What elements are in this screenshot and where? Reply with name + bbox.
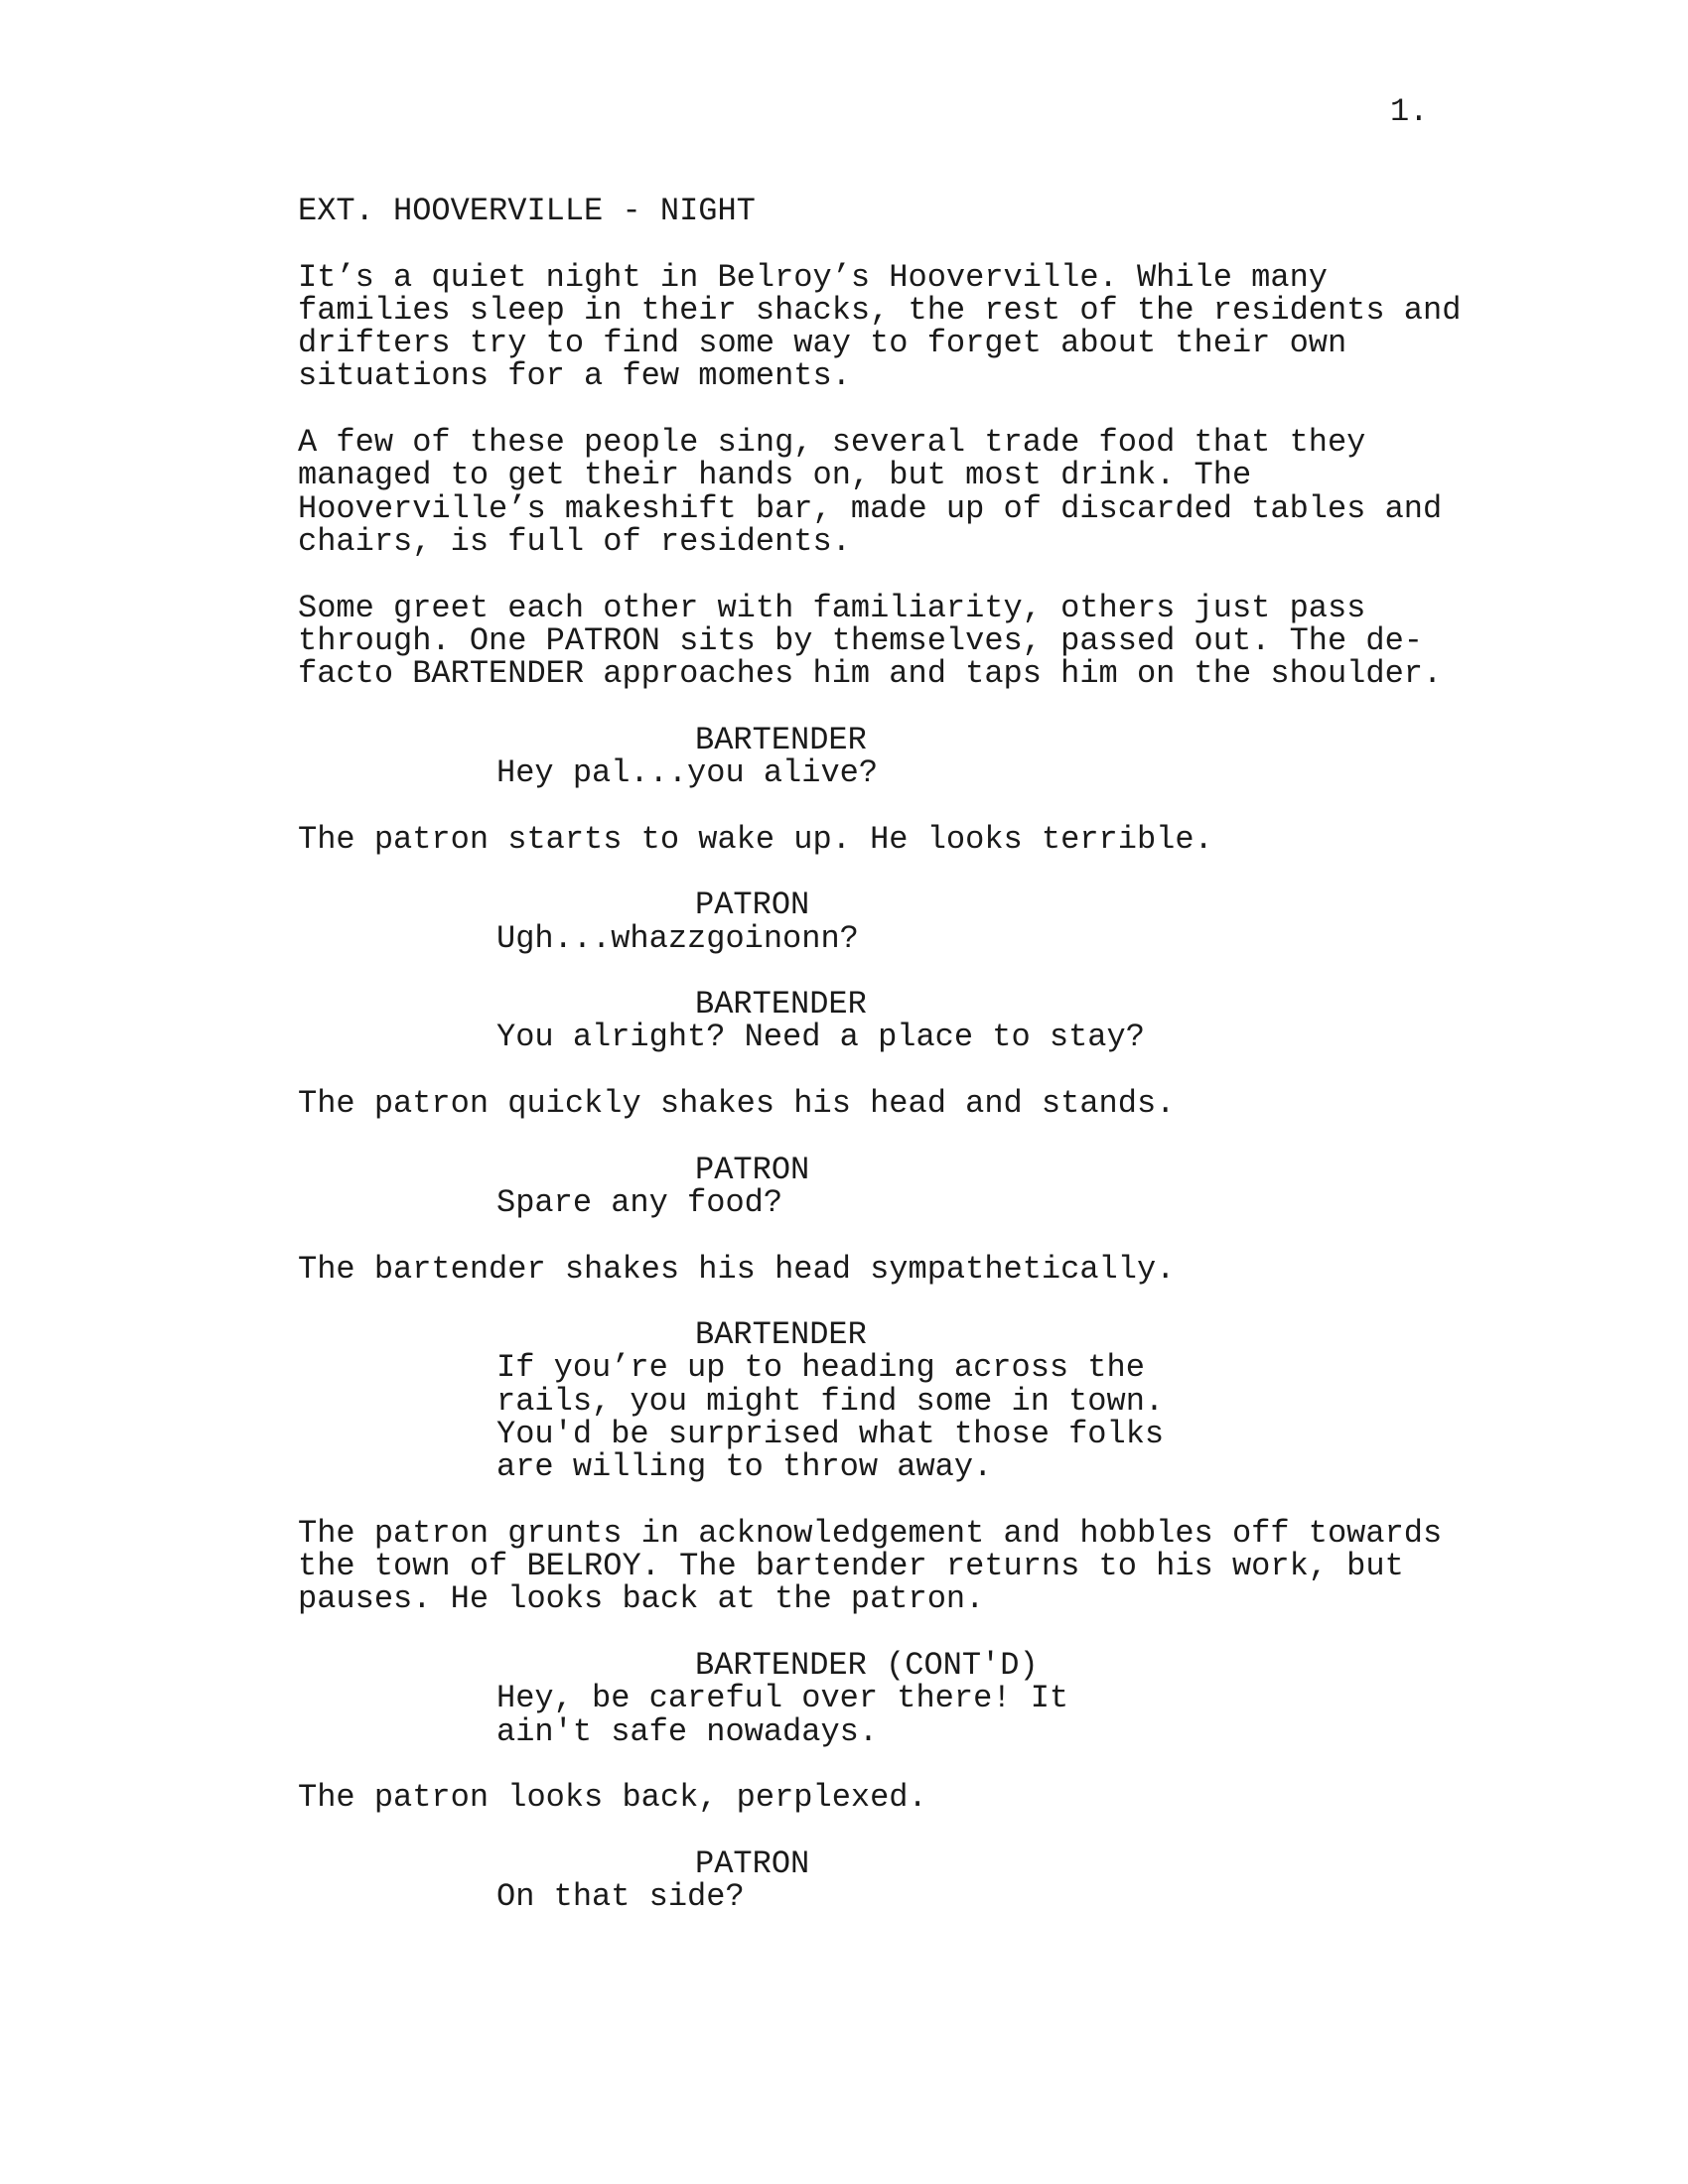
action-line: Hooverville’s makeshift bar, made up of discarded tables and — [298, 489, 1443, 527]
character-name: PATRON — [695, 887, 810, 924]
action-line: the town of BELROY. The bartender returns to his work, but — [298, 1548, 1404, 1585]
dialogue-line: ain't safe nowadays. — [496, 1712, 879, 1750]
action-line: Some greet each other with familiarity, others just pass — [298, 589, 1366, 626]
dialogue-line: Hey pal...you alive? — [496, 754, 879, 792]
action-paragraph — [298, 426, 1489, 558]
character-name: BARTENDER — [695, 986, 867, 1024]
action-line: The bartender shakes his head sympathetically. — [298, 1250, 1176, 1288]
action-line: drifters try to find some way to forget about their own — [298, 325, 1347, 362]
action-line: The patron starts to wake up. He looks terrible. — [298, 820, 1213, 858]
screenplay-body — [298, 193, 1489, 1916]
dialogue-block — [298, 721, 1489, 792]
page-number: 1. — [1390, 93, 1429, 130]
dialogue-line: You alright? Need a place to stay? — [496, 1019, 1145, 1056]
dialogue-line: On that side? — [496, 1878, 745, 1916]
dialogue-line: You'd be surprised what those folks — [496, 1415, 1165, 1452]
dialogue-line: If you’re up to heading across the — [496, 1349, 1145, 1387]
character-name: BARTENDER (CONT'D) — [695, 1647, 1039, 1685]
action-line: managed to get their hands on, but most drink. The — [298, 457, 1252, 494]
character-name: PATRON — [695, 1844, 810, 1882]
dialogue-block — [298, 1151, 1489, 1221]
character-name: BARTENDER — [695, 1316, 867, 1354]
action-line: families sleep in their shacks, the rest of the residents and — [298, 291, 1462, 329]
action-line: chairs, is full of residents. — [298, 522, 851, 560]
action-line: A few of these people sing, several trade food that they — [298, 424, 1366, 462]
dialogue-line: rails, you might find some in town. — [496, 1382, 1165, 1420]
action-line: situations for a few moments. — [298, 357, 851, 395]
dialogue-block — [298, 1316, 1489, 1486]
dialogue-line: Ugh...whazzgoinonn? — [496, 919, 859, 957]
dialogue-block — [298, 988, 1489, 1054]
action-line: It’s a quiet night in Belroy’s Hooverville. While many — [298, 258, 1328, 296]
action-paragraph — [298, 589, 1489, 693]
dialogue-line: Hey, be careful over there! It — [496, 1680, 1069, 1717]
dialogue-block — [298, 1844, 1489, 1916]
dialogue-line: are willing to throw away. — [496, 1448, 993, 1486]
action-line: The patron grunts in acknowledgement and hobbles off towards — [298, 1514, 1443, 1552]
dialogue-block — [298, 1649, 1489, 1748]
dialogue-block — [298, 888, 1489, 955]
character-name: BARTENDER — [695, 721, 867, 758]
dialogue-line: Spare any food? — [496, 1183, 783, 1221]
action-line: pauses. He looks back at the patron. — [298, 1580, 985, 1618]
action-line: through. One PATRON sits by themselves, passed out. The de- — [298, 621, 1423, 659]
action-line: The patron looks back, perplexed. — [298, 1779, 927, 1817]
character-name: PATRON — [695, 1151, 810, 1188]
action-line: facto BARTENDER approaches him and taps him on the shoulder. — [298, 655, 1443, 693]
action-line: The patron quickly shakes his head and stands. — [298, 1085, 1176, 1123]
action-paragraph — [298, 1514, 1489, 1618]
action-paragraph — [298, 258, 1489, 395]
scene-heading: EXT. HOOVERVILLE - NIGHT — [298, 193, 756, 229]
